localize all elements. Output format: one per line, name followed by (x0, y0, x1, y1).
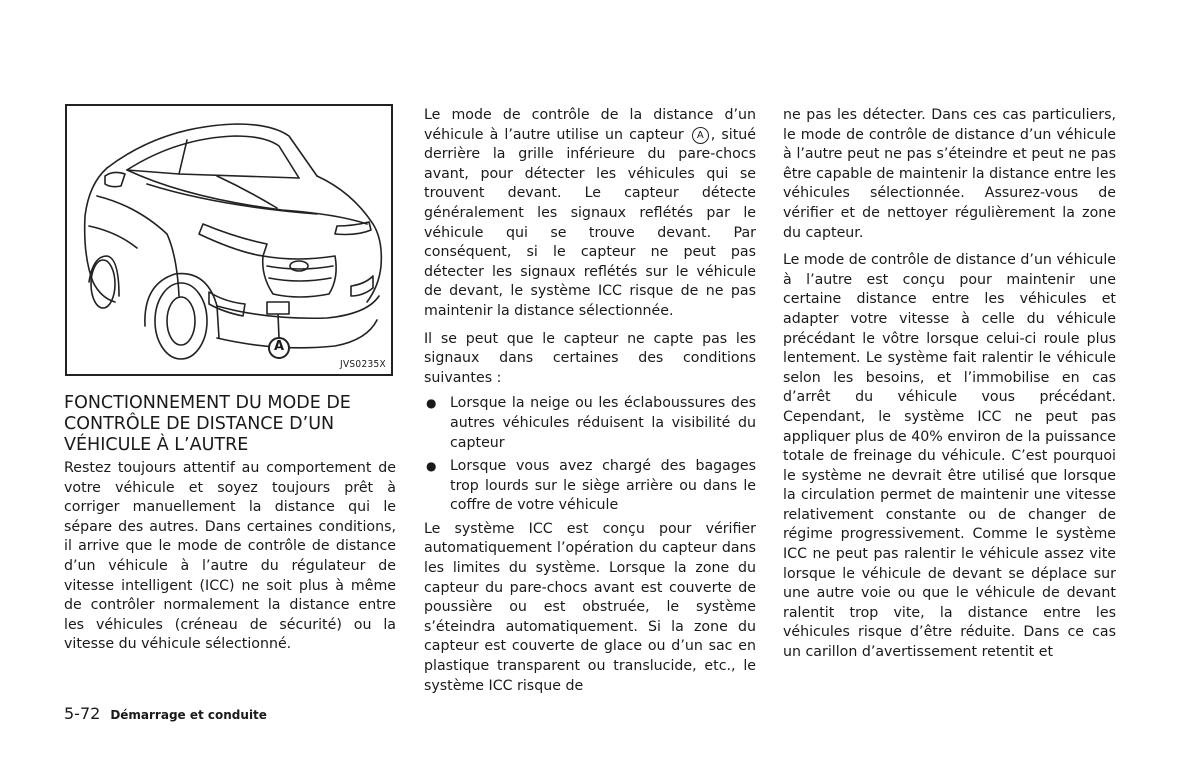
car-figure (65, 104, 393, 376)
sensor-marker-label: A (273, 339, 285, 354)
page-footer (64, 704, 267, 723)
section-heading: FONCTIONNEMENT DU MODE DE CONTRÔLE DE DISTANCE D’UN VÉHICULE À L’AUTRE (64, 393, 351, 455)
conditions-paragraph: Il se peut que le capteur ne capte pas les signaux dans certaines des conditions suivantes : (424, 330, 756, 386)
bullet-icon: ● (426, 396, 437, 411)
conditions-list (424, 394, 756, 516)
intro-paragraph: Restez toujours attentif au comportement de votre véhicule et soyez toujours prêt à corriger manuellement la distance qui le sépare des autres. Dans certaines conditions, il arrive que le mode de contrôle de distance d’un véhicule à l’autre du régulateur de vitesse intelligent (ICC) ne soit plus à même de contrôler normalement la distance entre les véhicules (créneau de sécurité) ou la vitesse du véhicule sélectionné. (64, 460, 396, 653)
sensor-paragraph (424, 106, 756, 322)
column-1 (64, 393, 396, 655)
list-item (424, 457, 756, 516)
figure-code: JVS0235X (340, 359, 386, 370)
sensor-paragraph-start: Le mode de contrôle de la distance d’un véhicule à l’autre utilise un capteur (424, 107, 756, 143)
list-item-text: Lorsque la neige ou les éclaboussures des autres véhicules réduisent la visibilité du capteur (450, 395, 756, 451)
section-title: Démarrage et conduite (110, 708, 267, 722)
system-check-paragraph: Le système ICC est conçu pour vérifier automatiquement l’opération du capteur dans les limites du système. Lorsque la zone du capteur du pare-chocs avant est couverte de poussière ou est obstruée, le système s’éteindra automatiquement. Si la zone du capteur est couverte de glace ou d’un sac en plastique transparent ou translucide, etc., le système ICC risque de (424, 520, 756, 694)
detection-paragraph: ne pas les détecter. Dans ces cas particuliers, le mode de contrôle de distance d’un véhicule à l’autre peut ne pas s’éteindre et peut ne pas être capable de maintenir la distance entre les véhicules sélectionnée. Assurez-vous de vérifier et de nettoyer régulièrement la zone du capteur. (783, 107, 1116, 241)
distance-paragraph: Le mode de contrôle de distance d’un véhicule à l’autre est conçu pour maintenir une certaine distance entre les véhicules et adapter votre vitesse à celle du véhicule précédant le vôtre lorsque celui-ci roule plus lentement. Le système fait ralentir le véhicule selon les besoins, et l’immobilise en cas d’arrêt du véhicule vous précédant. Cependant, le système ICC ne peut pas appliquer plus de 40% environ de la puissance totale de freinage du véhicule. C’est pourquoi le système ne devrait être utilisé que lorsque la circulation permet de maintenir une vitesse relativement constante ou de changer de régime progressivement. Comme le système ICC ne peut pas ralentir le véhicule assez vite lorsque le véhicule de devant se déplace sur une autre voie ou que le véhicule de devant ralentit trop vite, la distance entre les véhicules risque d’être réduite. Dans ce cas un carillon d’avertissement retentit et (783, 252, 1116, 661)
column-2 (424, 106, 756, 696)
car-front-illustration (67, 106, 391, 374)
sensor-marker-inline: A (692, 127, 709, 144)
page-number: 5-72 (64, 704, 101, 723)
bullet-icon: ● (426, 459, 437, 474)
list-item-text: Lorsque vous avez chargé des bagages trop lourds sur le siège arrière ou dans le coffre de votre véhicule (450, 458, 756, 514)
sensor-paragraph-end: , situé derrière la grille inférieure du pare-chocs avant, pour détecter les véhicules qui se trouvent devant. Le capteur détecte généralement les signaux reflétés par le véhicule qui se trouve devant. Par conséquent, si le capteur ne peut pas détecter les signaux reflétés sur le véhicule de devant, le système ICC risque de ne pas maintenir la distance sélectionnée. (424, 126, 756, 319)
column-3 (783, 106, 1116, 663)
list-item (424, 394, 756, 453)
